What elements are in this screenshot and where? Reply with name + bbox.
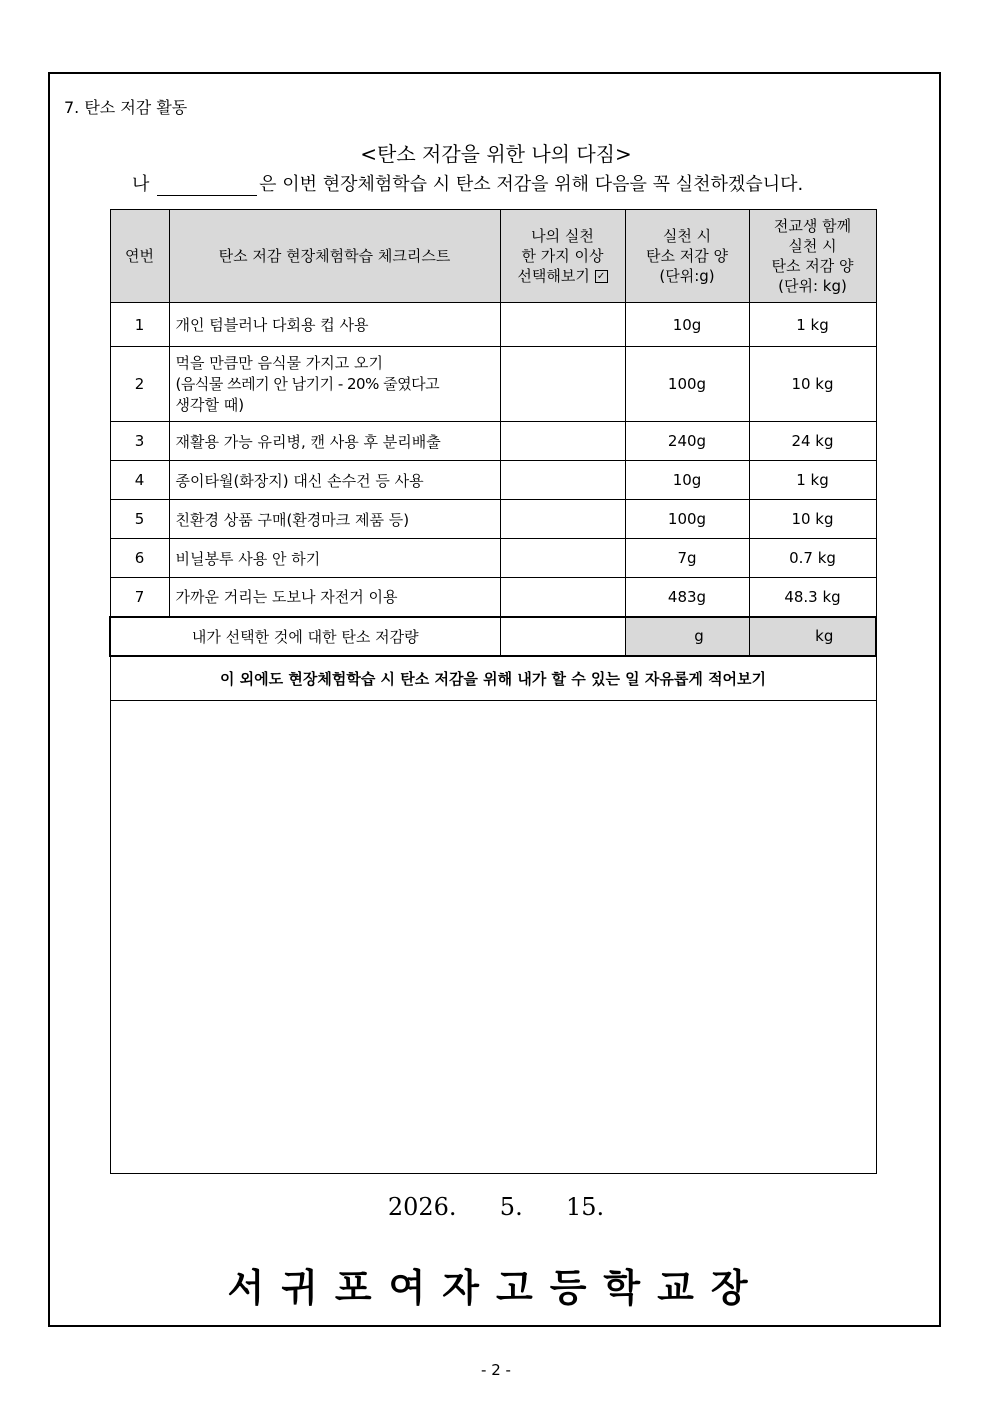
row-amount: 100g xyxy=(625,500,749,539)
table-row xyxy=(110,461,876,500)
row-select-cell[interactable] xyxy=(500,303,625,347)
total-kg-cell[interactable]: kg xyxy=(749,617,876,656)
total-label: 내가 선택한 것에 대한 탄소 저감량 xyxy=(110,617,500,656)
row-all: 10 kg xyxy=(749,347,876,422)
pledge-prefix: 나 xyxy=(132,174,150,195)
table-row xyxy=(110,500,876,539)
row-select-cell[interactable] xyxy=(500,347,625,422)
row-item: 종이타월(화장지) 대신 손수건 등 사용 xyxy=(169,461,500,500)
header-amount-line3: (단위:g) xyxy=(659,267,715,285)
row-item-line2: (음식물 쓰레기 안 남기기 - 20% 줄였다고 xyxy=(175,374,440,393)
row-all: 24 kg xyxy=(749,422,876,461)
row-no: 1 xyxy=(110,303,169,347)
row-item: 가까운 거리는 도보나 자전거 이용 xyxy=(169,578,500,617)
row-no: 5 xyxy=(110,500,169,539)
free-writing-heading: 이 외에도 현장체험학습 시 탄소 저감을 위해 내가 할 수 있는 일 자유롭게 적어보기 xyxy=(110,656,876,701)
header-select xyxy=(500,210,625,303)
carbon-checklist-table xyxy=(109,209,877,1174)
pledge-title: <탄소 저감을 위한 나의 다짐> xyxy=(360,142,632,166)
free-writing-area[interactable] xyxy=(110,701,876,1174)
row-item-line1: 먹을 만큼만 음식물 가지고 오기 xyxy=(175,353,383,372)
row-amount: 483g xyxy=(625,578,749,617)
row-amount: 100g xyxy=(625,347,749,422)
table-row xyxy=(110,422,876,461)
section-title: 7. 탄소 저감 활동 xyxy=(64,98,188,117)
row-no: 2 xyxy=(110,347,169,422)
row-item: 친환경 상품 구매(환경마크 제품 등) xyxy=(169,500,500,539)
header-all-line4: (단위: kg) xyxy=(778,277,847,295)
row-all: 0.7 kg xyxy=(749,539,876,578)
header-select-line2: 한 가지 이상 xyxy=(521,247,604,265)
row-amount: 7g xyxy=(625,539,749,578)
header-item: 탄소 저감 현장체험학습 체크리스트 xyxy=(169,210,500,303)
header-all-line3: 탄소 저감 양 xyxy=(771,257,854,275)
table-row xyxy=(110,347,876,422)
checkbox-icon: ✓ xyxy=(595,270,608,283)
header-select-line3: 선택해보기 xyxy=(517,267,590,285)
row-select-cell[interactable] xyxy=(500,422,625,461)
row-item: 재활용 가능 유리병, 캔 사용 후 분리배출 xyxy=(169,422,500,461)
row-item-line3: 생각할 때) xyxy=(175,395,245,414)
free-heading-row xyxy=(110,656,876,701)
row-no: 7 xyxy=(110,578,169,617)
header-all-line1: 전교생 함께 xyxy=(773,217,852,235)
table-row xyxy=(110,539,876,578)
free-writing-row xyxy=(110,701,876,1174)
table-header-row xyxy=(110,210,876,303)
row-all: 48.3 kg xyxy=(749,578,876,617)
row-no: 3 xyxy=(110,422,169,461)
row-no: 6 xyxy=(110,539,169,578)
row-all: 1 kg xyxy=(749,461,876,500)
row-item: 비닐봉투 사용 안 하기 xyxy=(169,539,500,578)
header-amount xyxy=(625,210,749,303)
row-select-cell[interactable] xyxy=(500,461,625,500)
header-all-line2: 실천 시 xyxy=(788,237,837,255)
row-select-cell[interactable] xyxy=(500,578,625,617)
row-amount: 10g xyxy=(625,461,749,500)
header-all-students xyxy=(749,210,876,303)
total-row xyxy=(110,617,876,656)
pledge-sentence xyxy=(132,170,803,196)
row-amount: 10g xyxy=(625,303,749,347)
page-number: - 2 - xyxy=(481,1361,511,1379)
table-row xyxy=(110,578,876,617)
row-item xyxy=(169,347,500,422)
row-select-cell[interactable] xyxy=(500,539,625,578)
pledge-suffix: 은 이번 현장체험학습 시 탄소 저감을 위해 다음을 꼭 실천하겠습니다. xyxy=(259,174,804,195)
header-no: 연번 xyxy=(110,210,169,303)
row-item: 개인 텀블러나 다회용 컵 사용 xyxy=(169,303,500,347)
document-date: 2026. 5. 15. xyxy=(387,1193,605,1221)
row-all: 10 kg xyxy=(749,500,876,539)
name-blank-field[interactable] xyxy=(157,177,257,196)
row-no: 4 xyxy=(110,461,169,500)
total-select-cell[interactable] xyxy=(500,617,625,656)
row-amount: 240g xyxy=(625,422,749,461)
school-principal-signature: 서귀포여자고등학교장 xyxy=(227,1265,765,1310)
header-amount-line2: 탄소 저감 양 xyxy=(646,247,728,265)
total-g-cell[interactable]: g xyxy=(625,617,749,656)
row-all: 1 kg xyxy=(749,303,876,347)
table-row xyxy=(110,303,876,347)
header-select-line1: 나의 실천 xyxy=(531,227,594,245)
header-amount-line1: 실천 시 xyxy=(662,227,712,245)
row-select-cell[interactable] xyxy=(500,500,625,539)
